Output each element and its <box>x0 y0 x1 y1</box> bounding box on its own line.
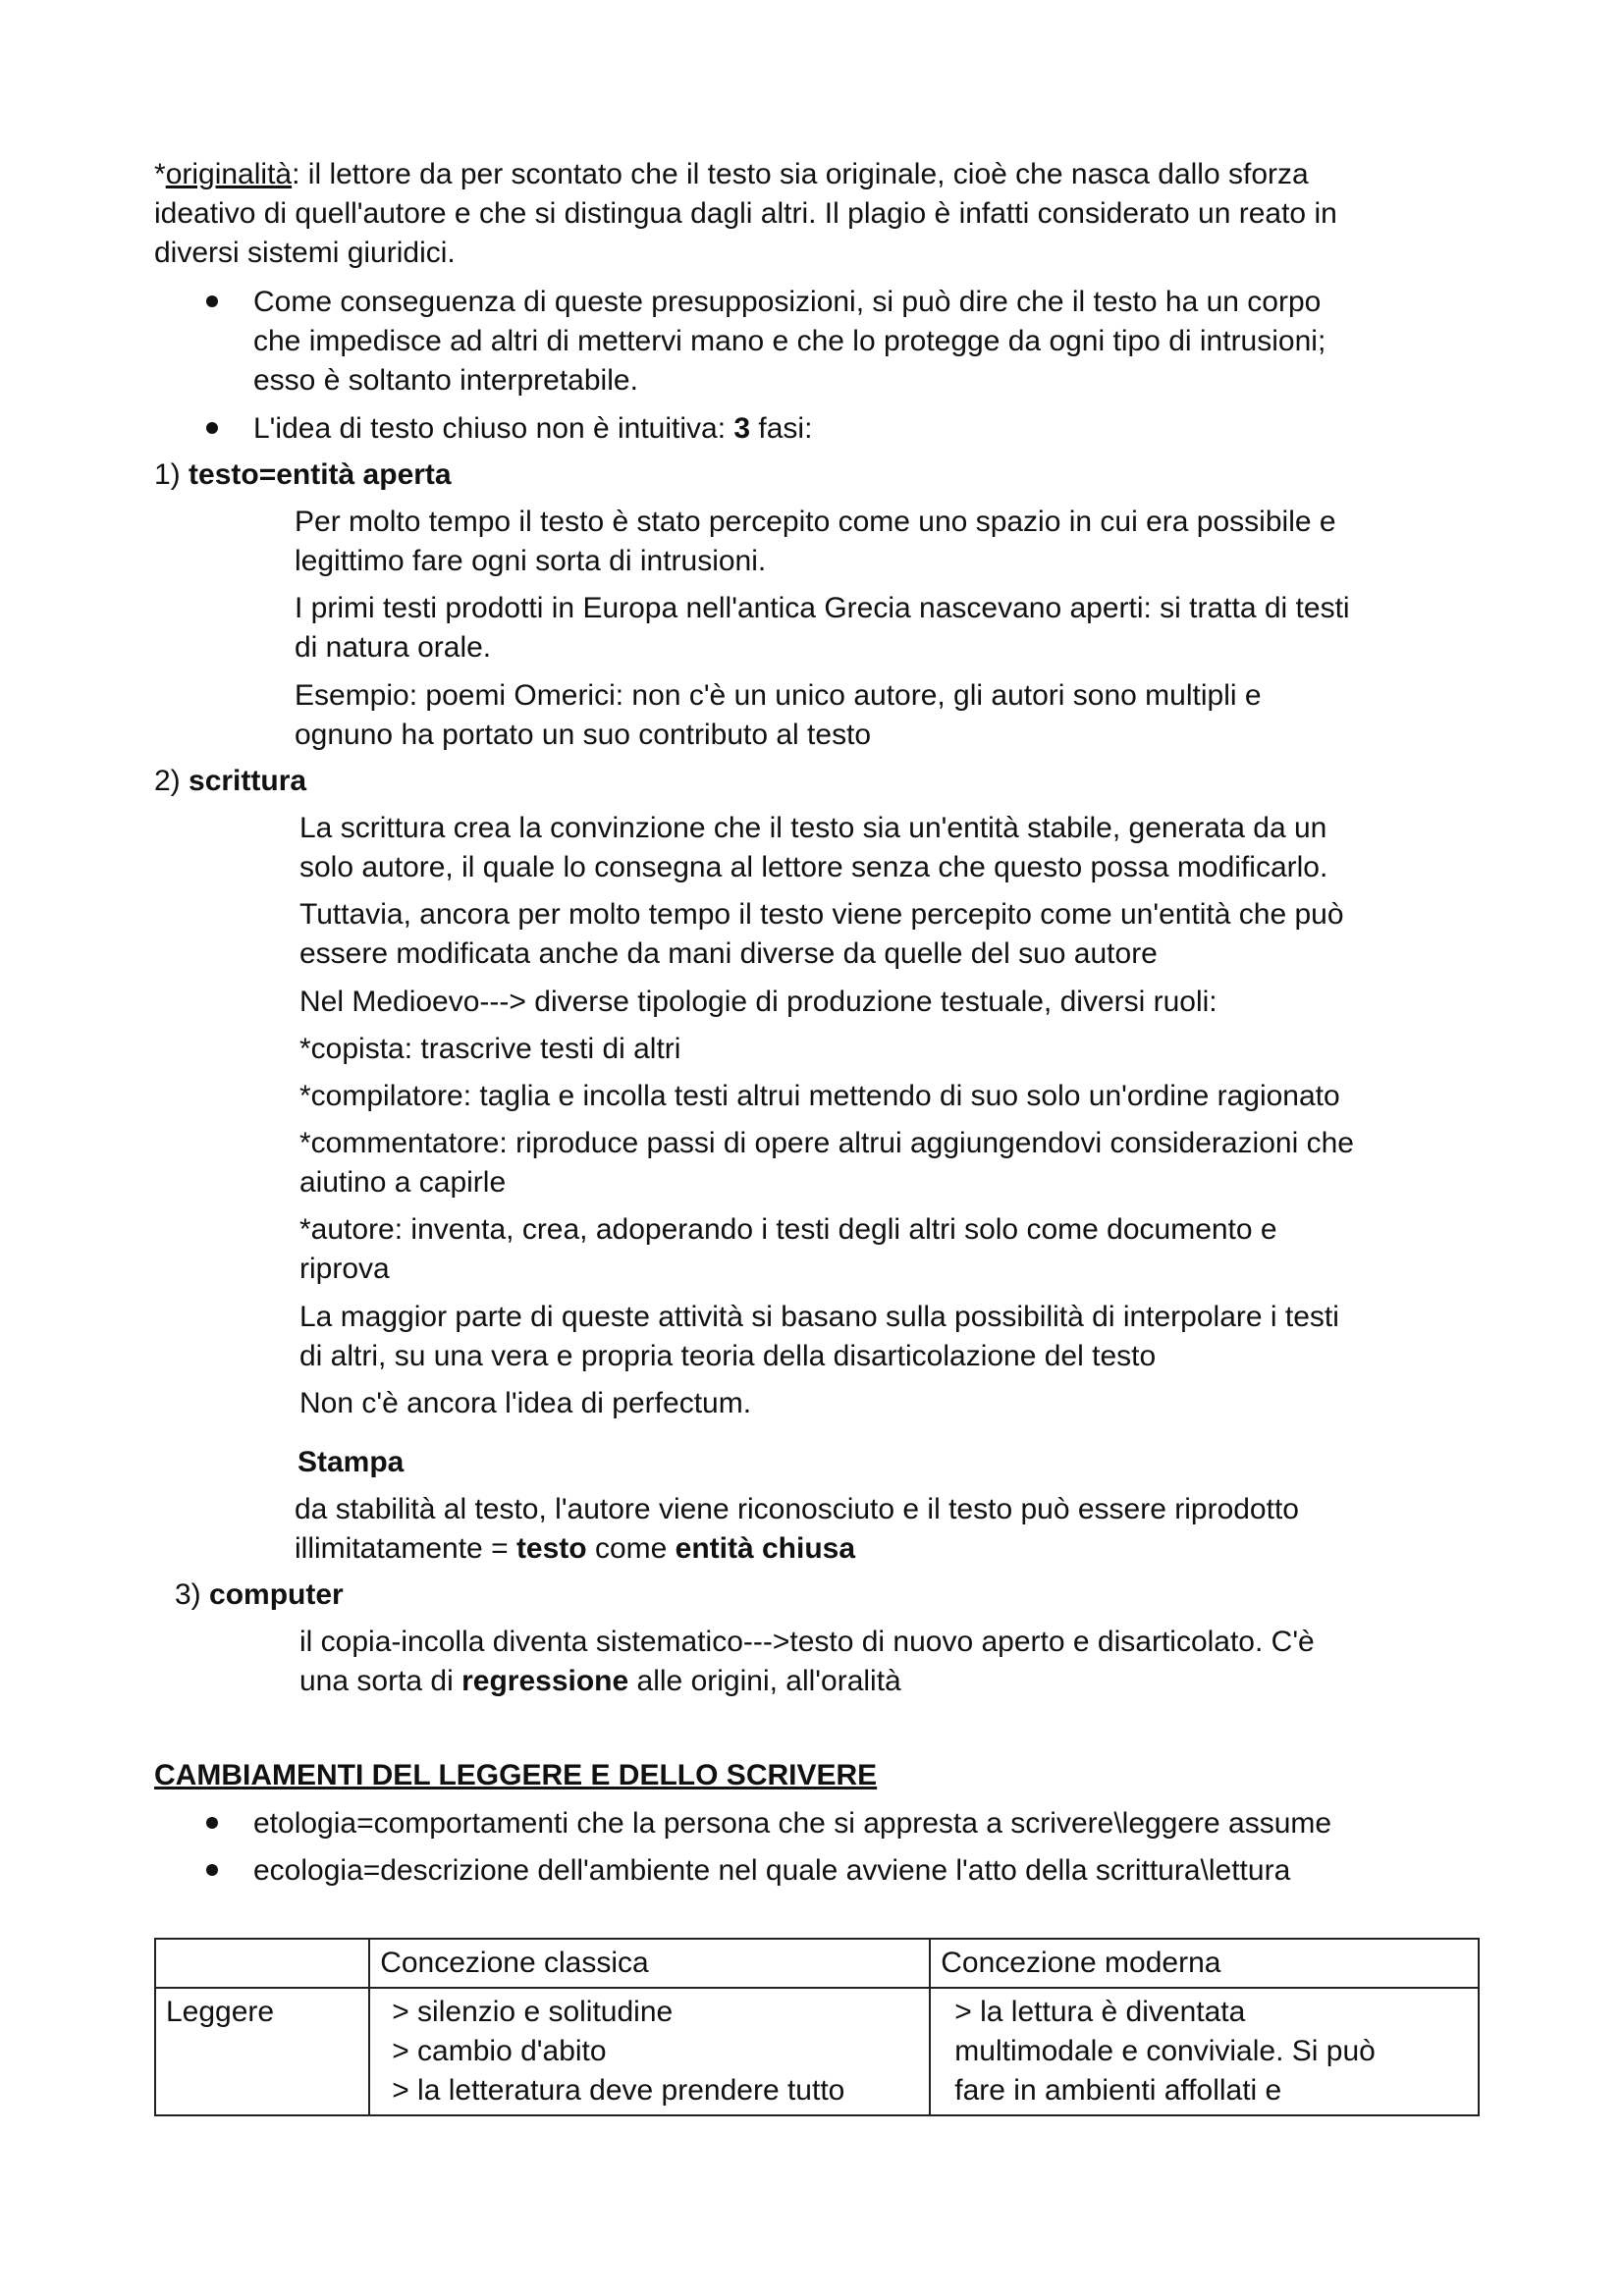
section-bullet-1: etologia=comportamenti che la persona che si appresta a scrivere\leggere assume <box>253 1807 1332 1840</box>
table-cell-line: > cambio d'abito <box>392 2035 607 2067</box>
table-cell-line: > la lettura è diventata <box>954 1996 1246 2028</box>
phase-2-line-1: La scrittura crea la convinzione che il testo sia un'entità stabile, generata da un <box>299 812 1327 844</box>
bullet-icon <box>206 1817 218 1829</box>
phase-1-line-6: ognuno ha portato un suo contributo al testo <box>295 719 872 751</box>
table-header-cell: Concezione moderna <box>930 1939 1479 1988</box>
table-cell-line: fare in ambienti affollati e <box>954 2074 1282 2107</box>
section-heading: CAMBIAMENTI DEL LEGGERE E DELLO SCRIVERE <box>154 1759 878 1791</box>
phase-2-line-6: *copista: trascrive testi di altri <box>299 1033 681 1065</box>
intro-line-3: diversi sistemi giuridici. <box>154 237 456 269</box>
phase-3-line-1: il copia-incolla diventa sistematico--->testo di nuovo aperto e disarticolato. C'è <box>299 1626 1315 1658</box>
phase-2-line-9: aiutino a capirle <box>299 1166 507 1199</box>
phase-2-line-14: Non c'è ancora l'idea di perfectum. <box>299 1387 752 1419</box>
phase-2-line-10: *autore: inventa, crea, adoperando i testi degli altri solo come documento e <box>299 1213 1277 1246</box>
intro-asterisk: * <box>154 158 166 190</box>
phase-2-line-13: di altri, su una vera e propria teoria della disarticolazione del testo <box>299 1340 1157 1372</box>
phase-2-line-11: riprova <box>299 1253 390 1285</box>
stampa-line-1: da stabilità al testo, l'autore viene riconosciuto e il testo può essere riprodotto <box>295 1493 1299 1525</box>
comparison-table <box>154 1938 1480 2116</box>
stampa-bold-testo: testo <box>515 1532 587 1565</box>
phase-3-title: computer <box>209 1578 344 1611</box>
stampa-title: Stampa <box>298 1446 405 1478</box>
stampa-line-2-prefix: illimitatamente = <box>295 1532 516 1565</box>
table-header-row <box>155 1939 1479 1988</box>
phase-1-line-1: Per molto tempo il testo è stato percepito come uno spazio in cui era possibile e <box>295 506 1336 538</box>
phase-2-number: 2) <box>154 765 189 797</box>
table-header-cell <box>155 1939 369 1988</box>
stampa-bold-entita: entità chiusa <box>675 1532 856 1565</box>
bullet-2-line <box>253 409 812 449</box>
phase-1-line-2: legittimo fare ogni sorta di intrusioni. <box>295 545 767 577</box>
table-row <box>155 1988 1479 2115</box>
intro-line-1 <box>154 155 1309 194</box>
table-row-label: Leggere <box>155 1988 369 2115</box>
stampa-line-2-mid: come <box>586 1532 676 1565</box>
intro-line-2: ideativo di quell'autore e che si distingua dagli altri. Il plagio è infatti considerato un reato in <box>154 197 1337 230</box>
phase-3-line-2-prefix: una sorta di <box>299 1665 462 1697</box>
phase-2-line-3: Tuttavia, ancora per molto tempo il testo viene percepito come un'entità che può <box>299 898 1344 931</box>
table-cell-line: multimodale e conviviale. Si può <box>954 2035 1376 2067</box>
stampa-line-2 <box>295 1529 855 1569</box>
phase-3-bold: regressione <box>461 1665 629 1697</box>
table-cell-classica <box>369 1988 930 2115</box>
table-cell-moderna <box>930 1988 1479 2115</box>
table-cell-line: > silenzio e solitudine <box>392 1996 674 2028</box>
phase-3-heading <box>175 1575 344 1615</box>
phase-1-title: testo=entità aperta <box>189 458 452 491</box>
phase-3-number: 3) <box>175 1578 210 1611</box>
phase-1-number: 1) <box>154 458 189 491</box>
phase-2-line-7: *compilatore: taglia e incolla testi altrui mettendo di suo solo un'ordine ragionato <box>299 1080 1340 1112</box>
bullet-icon <box>206 1864 218 1876</box>
table-cell-line: > la letteratura deve prendere tutto <box>392 2074 845 2107</box>
bullet-2-prefix: L'idea di testo chiuso non è intuitiva: <box>253 412 734 445</box>
phase-2-title: scrittura <box>189 765 307 797</box>
bullet-2-suffix: fasi: <box>750 412 813 445</box>
bullet-icon <box>206 295 218 307</box>
phase-1-line-3: I primi testi prodotti in Europa nell'antica Grecia nascevano aperti: si tratta di testi <box>295 592 1350 624</box>
intro-line-1-rest: : il lettore da per scontato che il testo sia originale, cioè che nasca dallo sforza <box>292 158 1309 190</box>
bullet-1-line-3: esso è soltanto interpretabile. <box>253 364 638 397</box>
phase-2-line-5: Nel Medioevo---> diverse tipologie di produzione testuale, diversi ruoli: <box>299 986 1217 1018</box>
phase-1-line-5: Esempio: poemi Omerici: non c'è un unico autore, gli autori sono multipli e <box>295 679 1262 712</box>
phase-3-line-2 <box>299 1662 901 1701</box>
bullet-1-line-1: Come conseguenza di queste presupposizioni, si può dire che il testo ha un corpo <box>253 286 1322 318</box>
phase-2-line-8: *commentatore: riproduce passi di opere altrui aggiungendovi considerazioni che <box>299 1127 1354 1159</box>
bullet-2-bold: 3 <box>733 412 751 445</box>
phase-1-line-4: di natura orale. <box>295 631 492 664</box>
phase-3-line-2-suffix: alle origini, all'oralità <box>628 1665 901 1697</box>
bullet-1-line-2: che impedisce ad altri di mettervi mano e che lo protegge da ogni tipo di intrusioni; <box>253 325 1326 357</box>
section-bullet-2: ecologia=descrizione dell'ambiente nel quale avviene l'atto della scrittura\lettura <box>253 1854 1291 1887</box>
phase-2-heading <box>154 762 306 801</box>
bullet-icon <box>206 422 218 434</box>
phase-2-line-2: solo autore, il quale lo consegna al lettore senza che questo possa modificarlo. <box>299 851 1328 883</box>
table-header-cell: Concezione classica <box>369 1939 930 1988</box>
intro-term: originalità <box>165 158 293 190</box>
phase-1-heading <box>154 455 452 495</box>
phase-2-line-4: essere modificata anche da mani diverse da quelle del suo autore <box>299 937 1158 970</box>
phase-2-line-12: La maggior parte di queste attività si basano sulla possibilità di interpolare i testi <box>299 1301 1339 1333</box>
